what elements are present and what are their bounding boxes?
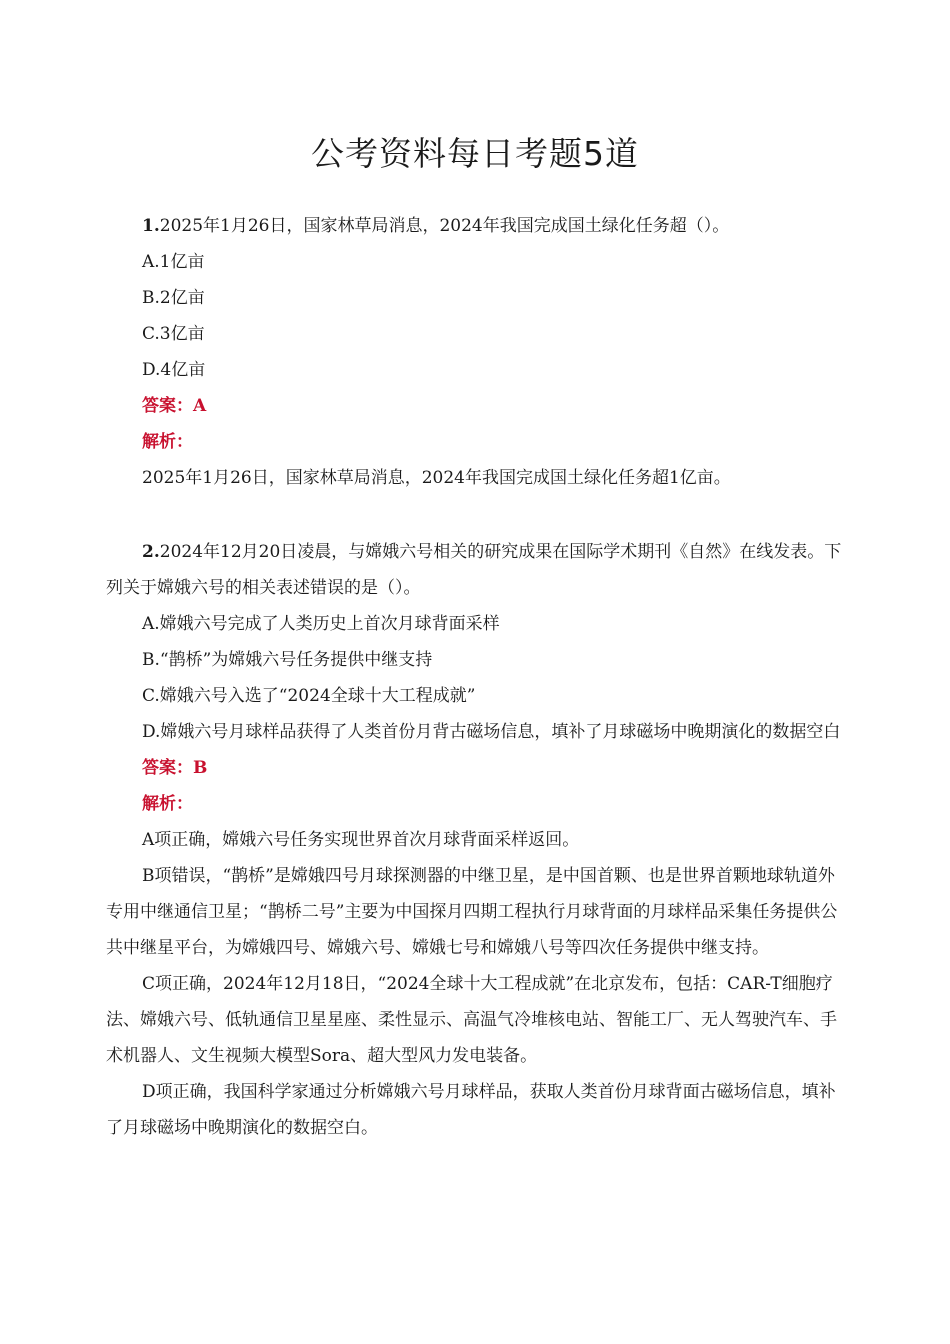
option-a: A.1亿亩: [142, 252, 205, 272]
analysis-paragraph: C项正确，2024年12月18日，“2024全球十大工程成就”在北京发布，包括：CAR-T细胞疗法、嫦娥六号、低轨通信卫星星座、柔性显示、高温气冷堆核电站、智能工厂、无人驾驶汽车、手术机器人、文生视频大模型Sora、超大型风力发电装备。: [106, 974, 837, 1066]
option-d: D.嫦娥六号月球样品获得了人类首份月背古磁场信息，填补了月球磁场中晚期演化的数据空白: [142, 722, 841, 742]
question-number: 1.: [142, 216, 160, 236]
option-b: B.2亿亩: [142, 288, 205, 308]
question-1: [106, 208, 848, 496]
question-stem: 2.2024年12月20日凌晨，与嫦娥六号相关的研究成果在国际学术期刊《自然》在线发表。下列关于嫦娥六号的相关表述错误的是（）。: [106, 542, 842, 598]
question-list: [106, 208, 848, 1146]
analysis-paragraph: 2025年1月26日，国家林草局消息，2024年我国完成国土绿化任务超1亿亩。: [142, 468, 731, 488]
option-c: C.嫦娥六号入选了“2024全球十大工程成就”: [142, 686, 476, 706]
option-d: D.4亿亩: [142, 360, 206, 380]
answer-label: 答案：A: [142, 396, 207, 416]
analysis-paragraph: A项正确，嫦娥六号任务实现世界首次月球背面采样返回。: [142, 830, 580, 850]
analysis-paragraph: B项错误，“鹊桥”是嫦娥四号月球探测器的中继卫星，是中国首颗、也是世界首颗地球轨道外专用中继通信卫星；“鹊桥二号”主要为中国探月四期工程执行月球背面的月球样品采集任务提供公共中继星平台，为嫦娥四号、嫦娥六号、嫦娥七号和嫦娥八号等四次任务提供中继支持。: [106, 866, 838, 958]
option-a: A.嫦娥六号完成了人类历史上首次月球背面采样: [142, 614, 500, 634]
analysis-label: 解析：: [142, 794, 193, 814]
option-b: B.“鹊桥”为嫦娥六号任务提供中继支持: [142, 650, 433, 670]
question-2: [106, 534, 848, 1146]
answer-label: 答案：B: [142, 758, 208, 778]
option-c: C.3亿亩: [142, 324, 205, 344]
question-number: 2.: [142, 542, 160, 562]
page-title: 公考资料每日考题5道: [311, 134, 639, 173]
question-stem: 1.2025年1月26日，国家林草局消息，2024年我国完成国土绿化任务超（）。: [142, 216, 730, 236]
analysis-paragraph: D项正确，我国科学家通过分析嫦娥六号月球样品，获取人类首份月球背面古磁场信息，填补了月球磁场中晚期演化的数据空白。: [106, 1082, 836, 1138]
question-spacer: [106, 496, 848, 534]
analysis-label: 解析：: [142, 432, 193, 452]
